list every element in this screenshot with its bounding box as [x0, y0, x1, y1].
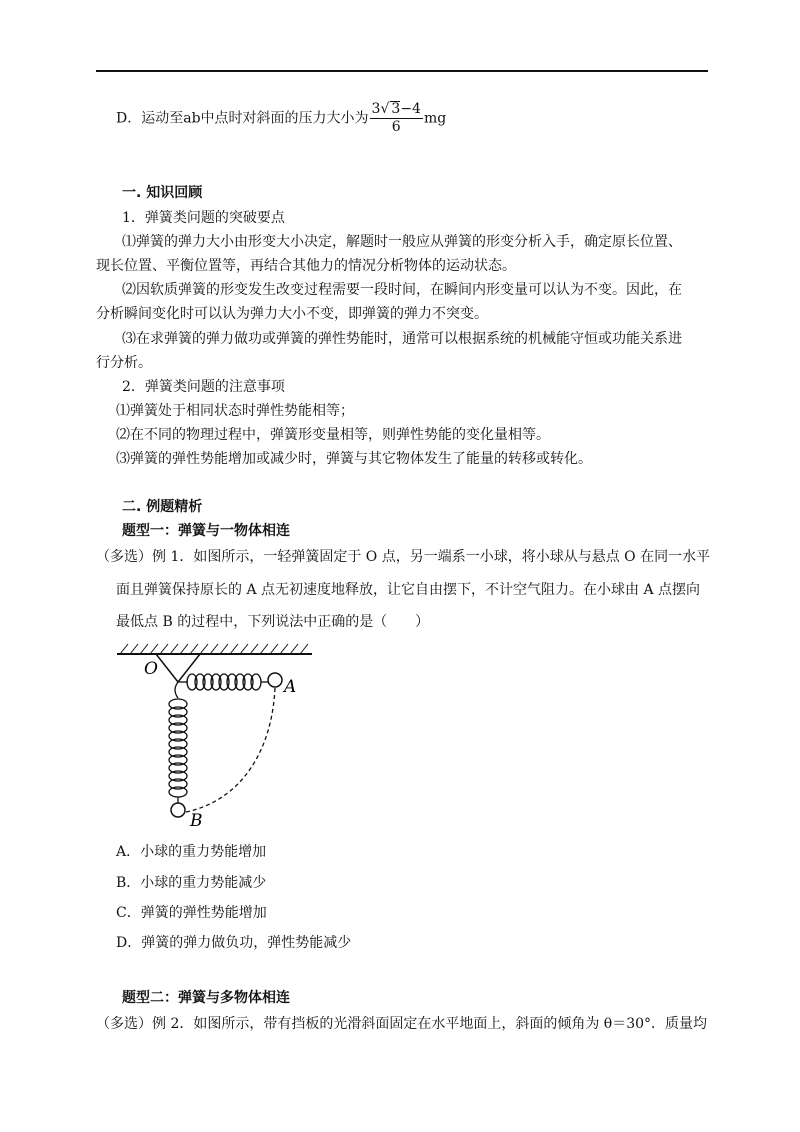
fraction-denominator: 6 [391, 119, 401, 135]
example1-line: （多选）例 1．如图所示，一轻弹簧固定于 O 点，另一端系一小球，将小球从与悬点 O 在同一水平 [96, 549, 711, 565]
fraction-num-b: −4 [400, 101, 421, 117]
knowledge-line: 行分析。 [96, 355, 152, 371]
type1-title: 题型一：弹簧与一物体相连 [122, 523, 290, 539]
trajectory-path [186, 688, 275, 812]
fraction: $\frac{3√ 3-4}{6}$ [371, 101, 421, 135]
ball-b [171, 803, 185, 817]
ball-a [268, 673, 282, 687]
knowledge-line: 现长位置、平衡位置等，再结合其他力的情况分析物体的运动状态。 [96, 258, 516, 274]
label-a: A [284, 677, 297, 697]
section1-title: 一. 知识回顾 [122, 185, 203, 201]
option-d-suffix: mg [423, 110, 447, 127]
knowledge-line: ⑵因软质弹簧的形变发生改变过程需要一段时间，在瞬间内形变量可以认为不变。因此，在 [122, 282, 682, 298]
knowledge-line: ⑵在不同的物理过程中，弹簧形变量相等，则弹性势能的变化量相等。 [116, 427, 550, 443]
knowledge-line: ⑶在求弹簧的弹力做功或弹簧的弹性势能时，通常可以根据系统的机械能守恒或功能关系进 [122, 331, 682, 347]
example1-line: 最低点 B 的过程中，下列说法中正确的是（ ） [116, 614, 430, 630]
option-d: D．弹簧的弹力做负功，弹性势能减少 [116, 935, 352, 951]
vertical-spring [169, 682, 187, 804]
sqrt-radicand: 3 [391, 101, 401, 117]
section2-title: 二. 例题精析 [122, 499, 203, 515]
knowledge-line: 1．弹簧类问题的突破要点 [122, 210, 285, 226]
option-d-prefix: D．运动至ab中点时对斜面的压力大小为 [116, 110, 369, 127]
ceiling-hatch [120, 644, 308, 654]
horizontal-spring [178, 674, 268, 690]
option-c: C．弹簧的弹性势能增加 [116, 905, 267, 921]
knowledge-line: 2．弹簧类问题的注意事项 [122, 379, 285, 395]
type2-title: 题型二：弹簧与多物体相连 [122, 990, 290, 1006]
label-b: B [190, 811, 203, 830]
header-rule [96, 70, 708, 72]
knowledge-line: ⑴弹簧的弹力大小由形变大小决定，解题时一般应从弹簧的形变分析入手，确定原长位置、 [122, 234, 682, 250]
knowledge-line: 分析瞬间变化时可以认为弹力大小不变，即弹簧的弹力不突变。 [96, 306, 488, 322]
example1-line: 面且弹簧保持原长的 A 点无初速度地释放，让它自由摆下，不计空气阻力。在小球由 A 点摆向 [116, 582, 701, 598]
fraction-num-a: 3 [371, 101, 381, 117]
knowledge-line: ⑶弹簧的弹性势能增加或减少时，弹簧与其它物体发生了能量的转移或转化。 [116, 451, 592, 467]
spring-pendulum-figure [112, 640, 322, 830]
option-d-previous [116, 101, 446, 136]
support-left [156, 654, 178, 682]
option-b: B．小球的重力势能减少 [116, 875, 267, 891]
knowledge-line: ⑴弹簧处于相同状态时弹性势能相等； [116, 403, 354, 419]
label-o: O [144, 659, 158, 679]
option-a: A．小球的重力势能增加 [116, 844, 267, 860]
example2-line: （多选）例 2．如图所示，带有挡板的光滑斜面固定在水平地面上，斜面的倾角为 θ＝30°．质量均 [96, 1016, 708, 1032]
